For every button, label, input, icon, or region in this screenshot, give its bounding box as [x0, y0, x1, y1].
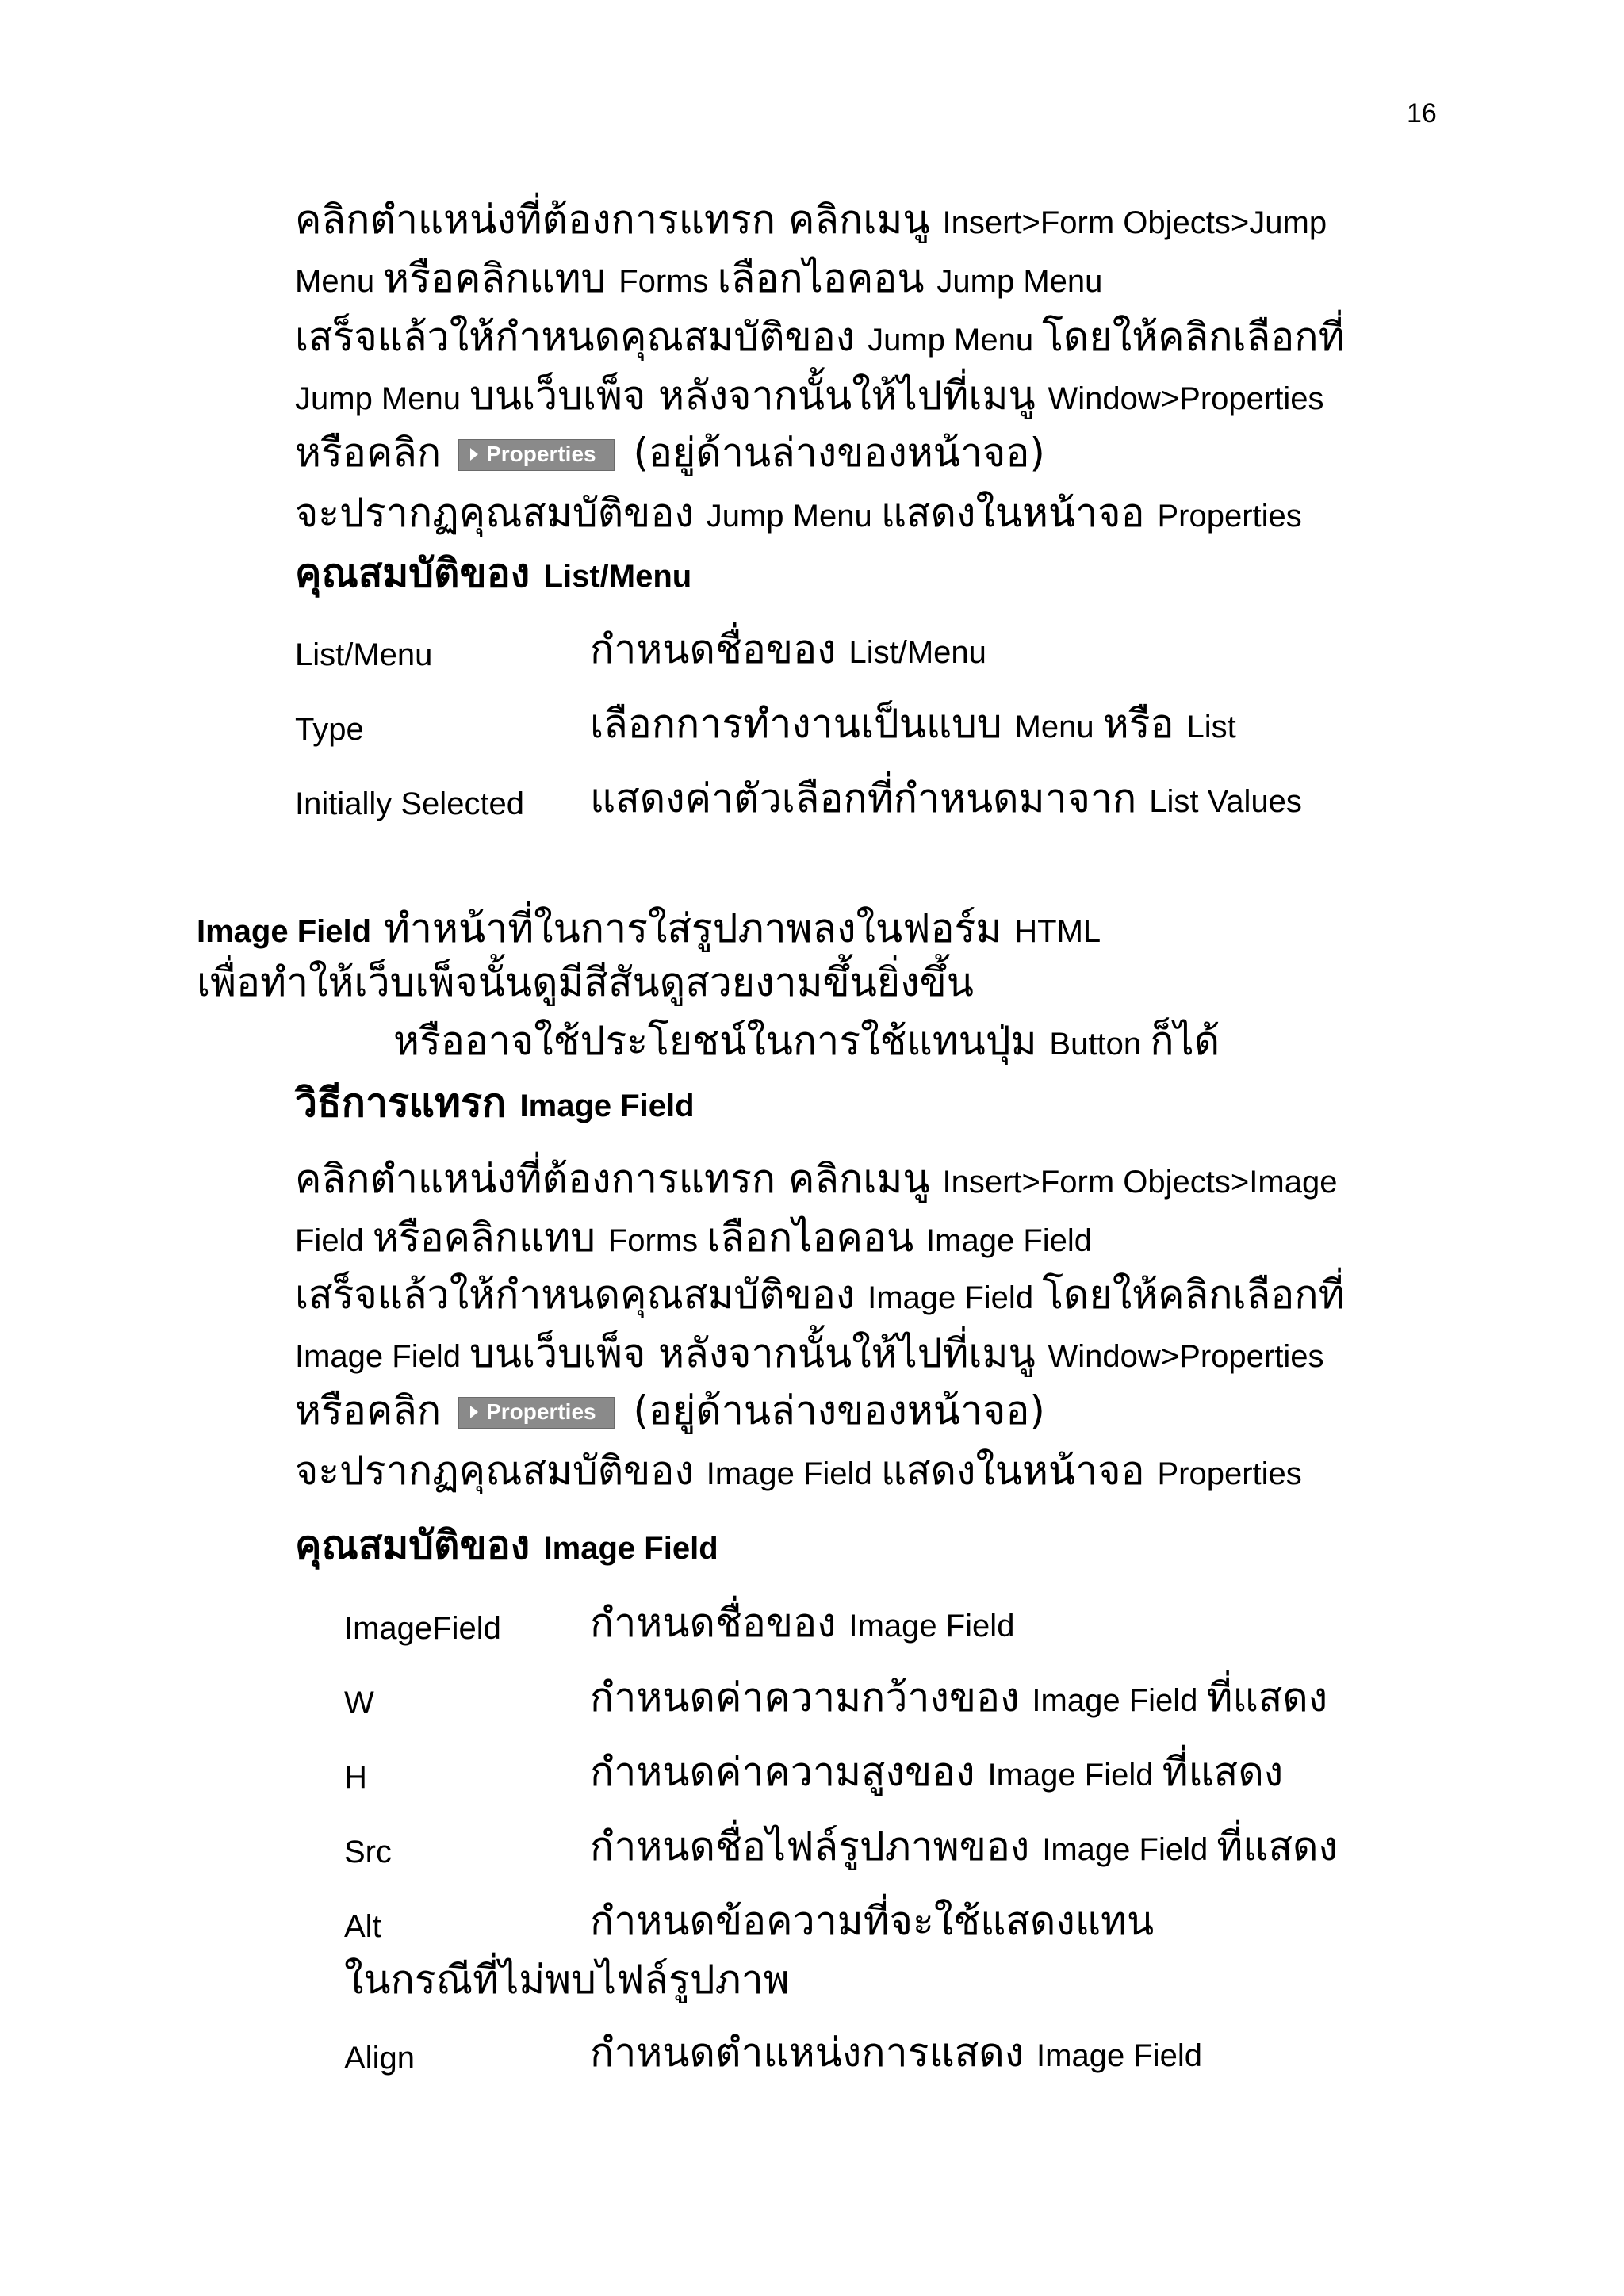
text-en: Image Field: [1036, 2038, 1202, 2073]
text-th: กำหนดตำแหน่งการแสดง: [590, 2030, 1037, 2076]
text-th: โดยให้คลิกเลือกที่: [1042, 1272, 1345, 1318]
properties-button-label: Properties: [486, 1399, 596, 1424]
text-en: Image Field: [848, 1609, 1015, 1644]
text-en: Forms: [607, 1223, 707, 1258]
text-line: [197, 905, 1101, 951]
text-en: Image Field: [926, 1223, 1093, 1258]
text-en: List: [1186, 710, 1236, 744]
text-th: ทำหน้าที่ในการใส่รูปภาพลงในฟอร์ม: [371, 905, 1015, 951]
text-th: กำหนดชื่อของ: [590, 1600, 849, 1646]
text-en: Image Field: [706, 1456, 881, 1491]
text-en: Window>Properties: [1048, 381, 1324, 416]
text-line: [295, 1387, 1045, 1433]
text-th: ที่แสดง: [1216, 1823, 1338, 1869]
text-en-bold: Image Field: [197, 914, 372, 949]
text-line: [295, 1448, 1302, 1494]
text-th: กำหนดค่าความสูงของ: [590, 1749, 988, 1795]
text-th: (อยู่ด้านล่างของหน้าจอ): [620, 430, 1045, 476]
text-line: [295, 255, 1103, 301]
text-en: Properties: [1157, 499, 1302, 534]
property-term: H: [344, 1760, 367, 1795]
text-th: แสดงในหน้าจอ: [880, 1448, 1158, 1494]
text-en: Image Field: [987, 1758, 1162, 1793]
text-en: List/Menu: [543, 559, 692, 594]
text-th: ที่แสดง: [1206, 1674, 1328, 1720]
text-th: วิธีการแทรก: [295, 1080, 520, 1126]
property-term: Alt: [344, 1909, 381, 1944]
text-th: คุณสมบัติของ: [295, 1522, 544, 1568]
text-th: (อยู่ด้านล่างของหน้าจอ): [620, 1387, 1045, 1433]
properties-button[interactable]: [458, 439, 615, 471]
text-en: Button: [1049, 1027, 1151, 1062]
property-term: Initially Selected: [295, 786, 525, 821]
text-line: [393, 1018, 1220, 1064]
section-heading: [295, 1522, 718, 1568]
text-en: Jump Menu: [706, 499, 881, 534]
text-line: [295, 430, 1045, 476]
text-line: [295, 1156, 1338, 1202]
text-en: Jump Menu: [295, 381, 470, 416]
text-en: Menu: [1014, 710, 1103, 744]
text-th: บนเว็บเพ็จ หลังจากนั้นให้ไปที่เมนู: [469, 373, 1048, 419]
section-heading: [295, 550, 692, 596]
text-en: Jump Menu: [868, 323, 1043, 358]
text-th: หรือคลิกแทบ: [372, 1215, 608, 1261]
text-th: หรือคลิก: [295, 430, 454, 476]
play-icon: [470, 1406, 478, 1418]
text-th: เลือกการทำงานเป็นแบบ: [590, 701, 1015, 747]
text-en: Properties: [1157, 1456, 1302, 1491]
play-icon: [470, 448, 478, 461]
text-th: กำหนดชื่อไฟล์รูปภาพของ: [590, 1823, 1043, 1869]
text-th: หรือคลิก: [295, 1387, 454, 1433]
text-en: Window>Properties: [1048, 1339, 1324, 1374]
property-description: [590, 701, 1236, 747]
text-en: Insert>Form Objects>Image: [942, 1165, 1338, 1200]
text-en: Menu: [295, 264, 384, 299]
text-th: หรือ: [1102, 701, 1187, 747]
text-en: Field: [295, 1223, 373, 1258]
text-en: HTML: [1014, 914, 1101, 949]
property-description: [590, 1674, 1328, 1720]
properties-button-label: Properties: [486, 442, 596, 466]
property-description: [590, 1823, 1338, 1869]
text-en: Image Field: [1032, 1683, 1207, 1718]
text-th: เลือกไอคอน: [707, 1215, 927, 1261]
text-en: Image Field: [543, 1531, 718, 1566]
text-line: [295, 373, 1324, 419]
text-th: จะปรากฏคุณสมบัติของ: [295, 490, 707, 536]
property-description: [590, 626, 986, 672]
text-th: เพื่อทำให้เว็บเพ็จนั้นดูมีสีสันดูสวยงามขึ้นยิ่งขึ้น: [197, 959, 974, 1005]
text-th: หรืออาจใช้ประโยชน์ในการใช้แทนปุ่ม: [393, 1018, 1050, 1064]
text-th: เลือกไอคอน: [717, 255, 937, 301]
text-en: List Values: [1149, 784, 1302, 819]
text-en: Image Field: [519, 1089, 695, 1123]
text-th: ในกรณีที่ไม่พบไฟล์รูปภาพ: [344, 1957, 790, 2003]
text-th: กำหนดค่าความกว้างของ: [590, 1674, 1032, 1720]
property-description: [590, 1749, 1284, 1795]
property-term: Src: [344, 1835, 392, 1869]
text-th: กำหนดชื่อของ: [590, 626, 849, 672]
property-term: W: [344, 1686, 374, 1720]
text-line: [197, 959, 974, 1005]
text-th: กำหนดข้อความที่จะใช้แสดงแทน: [590, 1898, 1155, 1944]
text-line: [295, 490, 1302, 536]
property-description: [590, 2030, 1202, 2076]
text-th: ที่แสดง: [1162, 1749, 1284, 1795]
section-heading: [295, 1080, 695, 1126]
text-en: Jump Menu: [936, 264, 1103, 299]
properties-button[interactable]: [458, 1397, 615, 1429]
property-description-continuation: [344, 1957, 790, 2003]
text-th: จะปรากฏคุณสมบัติของ: [295, 1448, 707, 1494]
text-en: List/Menu: [848, 635, 986, 670]
text-line: [295, 1215, 1093, 1261]
text-th: แสดงในหน้าจอ: [880, 490, 1158, 536]
property-term: Align: [344, 2041, 415, 2076]
text-th: คลิกตำแหน่งที่ต้องการแทรก คลิกเมนู: [295, 1156, 943, 1202]
property-description: [590, 1600, 1015, 1646]
text-th: เสร็จแล้วให้กำหนดคุณสมบัติของ: [295, 1272, 868, 1318]
text-th: แสดงค่าตัวเลือกที่กำหนดมาจาก: [590, 775, 1150, 821]
property-description: [590, 1898, 1155, 1944]
text-en: Image Field: [1042, 1832, 1217, 1867]
text-en: Forms: [619, 264, 718, 299]
text-en: Insert>Form Objects>Jump: [942, 205, 1327, 240]
text-th: หรือคลิกแทบ: [383, 255, 619, 301]
text-th: คุณสมบัติของ: [295, 550, 544, 596]
text-line: [295, 1330, 1324, 1376]
text-th: บนเว็บเพ็จ หลังจากนั้นให้ไปที่เมนู: [469, 1330, 1048, 1376]
text-th: โดยให้คลิกเลือกที่: [1042, 314, 1345, 360]
text-en: Image Field: [295, 1339, 470, 1374]
text-th: คลิกตำแหน่งที่ต้องการแทรก คลิกเมนู: [295, 197, 943, 243]
property-term: ImageField: [344, 1611, 501, 1646]
property-term: List/Menu: [295, 637, 433, 672]
text-line: [295, 314, 1345, 360]
text-th: เสร็จแล้วให้กำหนดคุณสมบัติของ: [295, 314, 868, 360]
text-th: ก็ได้: [1150, 1018, 1220, 1064]
text-line: [295, 197, 1327, 243]
text-en: Image Field: [868, 1280, 1043, 1315]
property-term: Type: [295, 712, 364, 747]
text-line: [295, 1272, 1345, 1318]
property-description: [590, 775, 1302, 821]
page-number: 16: [1407, 98, 1437, 128]
